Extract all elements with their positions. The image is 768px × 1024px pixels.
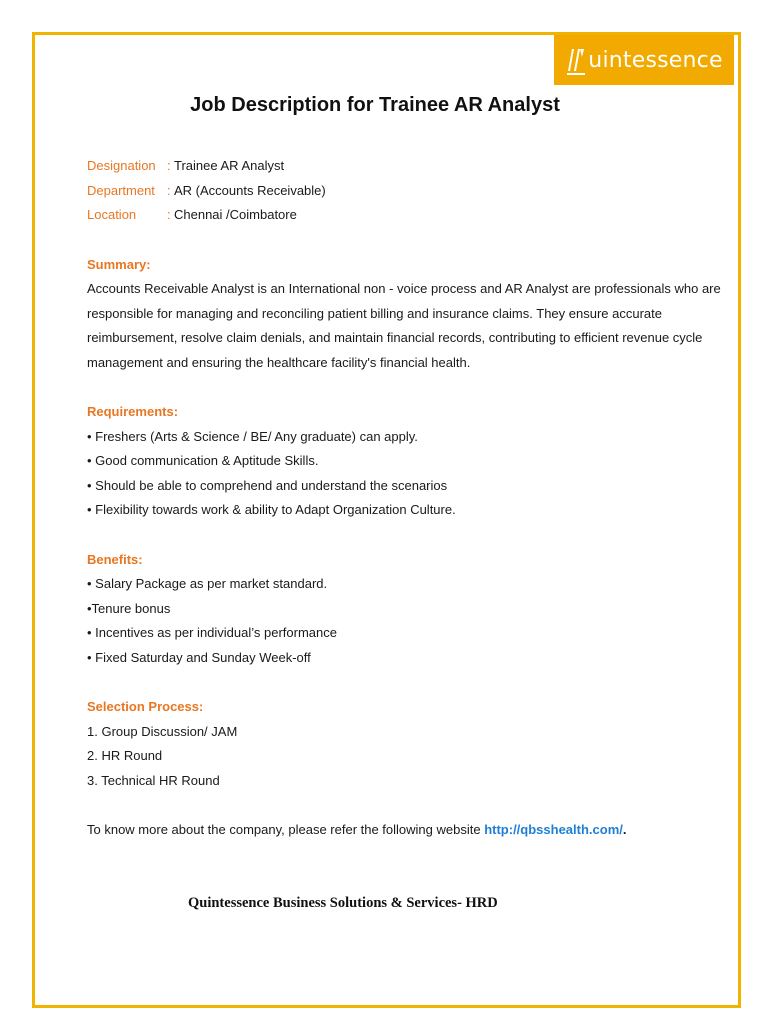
job-description-body bbox=[87, 154, 727, 843]
field-location bbox=[87, 203, 727, 228]
list-item: 2. HR Round bbox=[87, 748, 163, 763]
list-item: • Fixed Saturday and Sunday Week-off bbox=[87, 649, 311, 665]
company-logo bbox=[554, 35, 734, 85]
summary-heading: Summary: bbox=[87, 256, 151, 272]
list-item: • Should be able to comprehend and understand the scenarios bbox=[87, 477, 448, 493]
list-item: • Incentives as per individual’s performance bbox=[87, 625, 337, 640]
field-colon: : bbox=[167, 207, 171, 222]
website-line bbox=[87, 818, 727, 843]
field-value: Trainee AR Analyst bbox=[174, 158, 285, 173]
page-title: Job Description for Trainee AR Analyst bbox=[190, 94, 560, 116]
list-item: • Freshers (Arts & Science / BE/ Any graduate) can apply. bbox=[87, 428, 418, 444]
summary-text: Accounts Receivable Analyst is an International non - voice process and AR Analyst are professionals who are responsible for managing and reconciling patient billing and insurance claims. They ensure accurate reimbursement, resolve claim denials, and maintain financial records, contributing to efficient revenue cycle management and ensuring the healthcare facility's financial health. bbox=[87, 281, 721, 370]
website-suffix: . bbox=[622, 822, 627, 837]
field-colon: : bbox=[167, 158, 171, 173]
field-label: Location bbox=[87, 207, 137, 222]
list-item: 3. Technical HR Round bbox=[87, 772, 220, 788]
website-prefix: To know more about the company, please refer the following website bbox=[87, 822, 485, 837]
benefits-heading: Benefits: bbox=[87, 551, 143, 567]
website-link[interactable]: http://qbsshealth.com/ bbox=[484, 822, 623, 837]
footer-signature: Quintessence Business Solutions & Services- HRD bbox=[188, 895, 498, 911]
list-item: • Good communication & Aptitude Skills. bbox=[87, 453, 319, 468]
list-item: 1. Group Discussion/ JAM bbox=[87, 723, 238, 739]
list-item: •Tenure bonus bbox=[87, 600, 171, 616]
field-colon: : bbox=[167, 182, 171, 198]
field-designation bbox=[87, 154, 727, 179]
field-value: AR (Accounts Receivable) bbox=[174, 182, 326, 198]
field-label: Designation bbox=[87, 158, 156, 173]
list-item: • Salary Package as per market standard. bbox=[87, 576, 328, 591]
list-item: • Flexibility towards work & ability to Adapt Organization Culture. bbox=[87, 502, 456, 517]
requirements-heading: Requirements: bbox=[87, 404, 179, 419]
field-label: Department bbox=[87, 182, 155, 198]
quintessence-logo-icon bbox=[565, 43, 587, 77]
field-value: Chennai /Coimbatore bbox=[174, 207, 297, 222]
field-department bbox=[87, 179, 727, 204]
selection-process-heading: Selection Process: bbox=[87, 699, 204, 714]
logo-text: uintessence bbox=[588, 47, 723, 73]
